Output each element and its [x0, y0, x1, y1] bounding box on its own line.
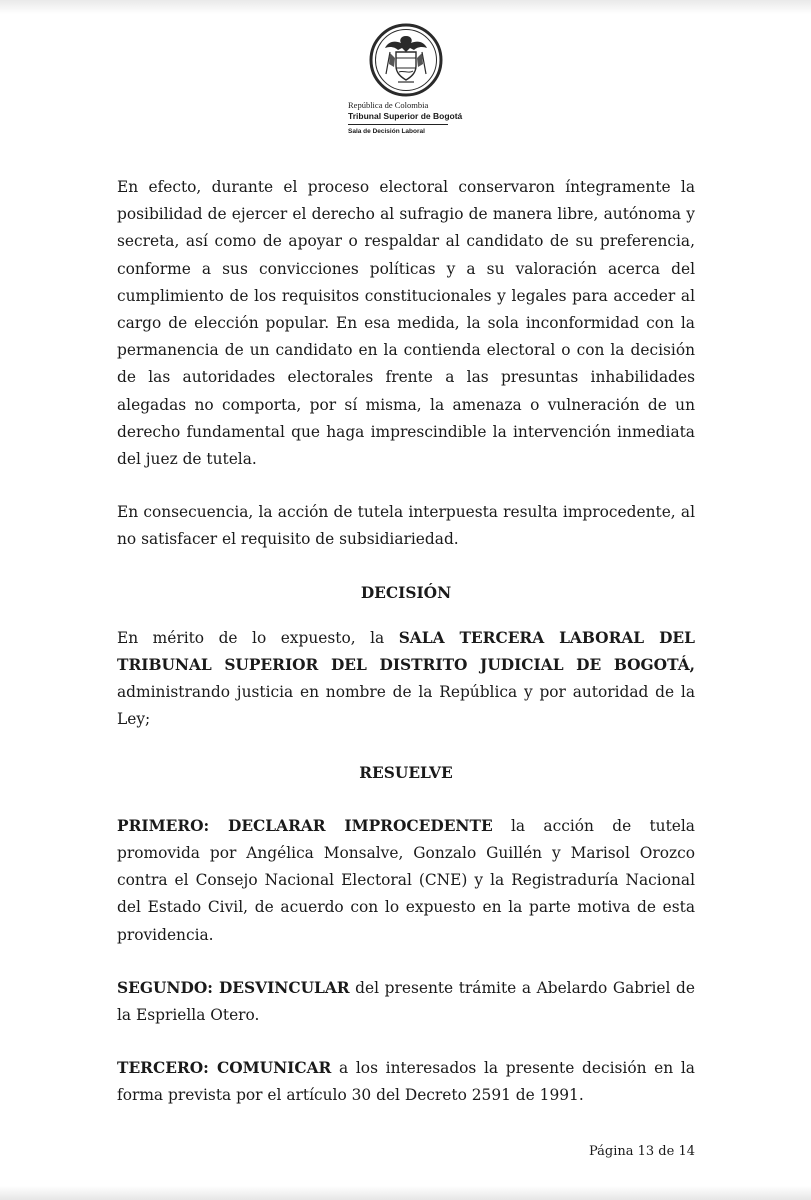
resolution-primero [117, 813, 695, 949]
paragraph-consecuencia: En consecuencia, la acción de tutela interpuesta resulta improcedente, al no satisfacer el requisito de subsidiariedad. [117, 503, 695, 549]
merito-court-name: SALA TERCERA LABORAL DEL TRIBUNAL SUPERIOR DEL DISTRITO JUDICIAL DE BOGOTÁ, [117, 628, 695, 675]
paragraph-efecto: En efecto, durante el proceso electoral conservaron íntegramente la posibilidad de ejercer el derecho al sufragio de manera libre, autónoma y secreta, así como de apoyar o respaldar al candidato de su preferencia, conforme a sus convicciones políticas y a su valoración acerca del cumplimiento de los requisitos constitucionales y legales para acceder al cargo de elección popular. En esa medida, la sola inconformidad con la permanencia de un candidato en la contienda electoral o con la decisión de las autoridades electorales frente a las presuntas inhabilidades alegadas no comporta, por sí misma, la amenaza o vulneración de un derecho fundamental que haga imprescindible la intervención inmediata del juez de tutela. [117, 178, 695, 469]
document-body [117, 174, 695, 1110]
segundo-text: del presente trámite a Abelardo Gabriel de la Espriella Otero. [117, 978, 695, 1025]
primero-text: la acción de tutela promovida por Angélica Monsalve, Gonzalo Guillén y Marisol Orozco contra el Consejo Nacional Electoral (CNE) y la Registraduría Nacional del Estado Civil, de acuerdo con lo expuesto en la parte motiva de esta providencia. [117, 816, 695, 944]
resolution-tercero [117, 1055, 695, 1109]
header-court: Tribunal Superior de Bogotá [348, 111, 463, 121]
tercero-text: a los interesados la presente decisión en la forma prevista por el artículo 30 del Decreto 2591 de 1991. [117, 1059, 695, 1105]
segundo-label: SEGUNDO: DESVINCULAR [117, 978, 350, 997]
resolution-segundo [117, 975, 695, 1029]
header-divider [348, 124, 448, 125]
primero-label: PRIMERO: DECLARAR IMPROCEDENTE [117, 816, 493, 835]
heading-decision: DECISIÓN [360, 583, 452, 602]
header-country: República de Colombia [348, 100, 429, 110]
heading-resuelve: RESUELVE [359, 763, 453, 782]
tercero-label: TERCERO: COMUNICAR [117, 1059, 332, 1078]
page-number: Página 13 de 14 [588, 1144, 695, 1159]
merito-lead: En mérito de lo expuesto, la [117, 628, 399, 647]
page-bottom-edge [0, 1186, 811, 1200]
header-chamber: Sala de Decisión Laboral [348, 128, 425, 135]
merito-tail: administrando justicia en nombre de la República y por autoridad de la Ley; [117, 683, 695, 729]
page-top-edge [0, 0, 811, 14]
colombia-coat-of-arms-icon [368, 22, 444, 98]
paragraph-merito [117, 625, 695, 734]
institution-header [300, 100, 512, 136]
